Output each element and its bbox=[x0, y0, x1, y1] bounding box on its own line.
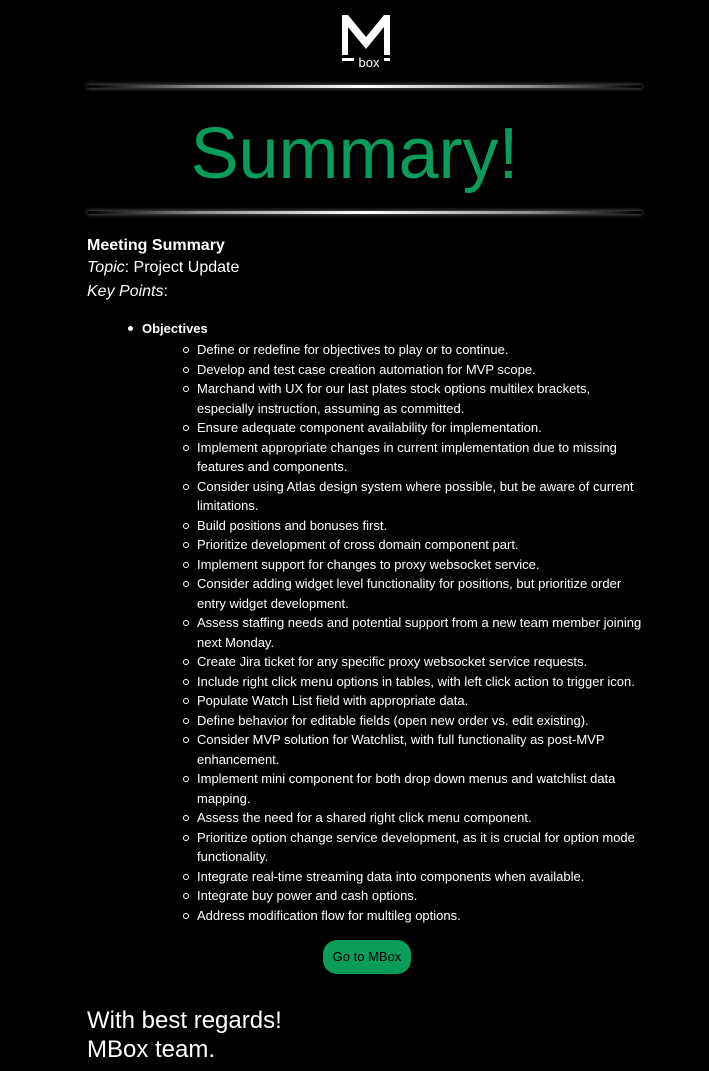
summary-title: Meeting Summary bbox=[87, 237, 225, 254]
list-item: Create Jira ticket for any specific proxy websocket service requests. bbox=[197, 652, 647, 672]
list-item: Implement mini component for both drop down menus and watchlist data mapping. bbox=[197, 769, 647, 808]
list-item: Consider MVP solution for Watchlist, with full functionality as post-MVP enhancement. bbox=[197, 730, 647, 769]
list-item: Prioritize option change service development, as it is crucial for option mode functionality. bbox=[197, 828, 647, 867]
topic-line bbox=[87, 256, 647, 280]
bottom-divider bbox=[87, 211, 642, 214]
topic-label: Topic bbox=[87, 259, 125, 276]
meeting-summary-header bbox=[87, 236, 647, 304]
go-to-mbox-button[interactable]: Go to MBox bbox=[323, 940, 411, 974]
list-item: Assess staffing needs and potential support from a new team member joining next Monday. bbox=[197, 613, 647, 652]
list-item: Develop and test case creation automation for MVP scope. bbox=[197, 360, 647, 380]
list-item: Define or redefine for objectives to play or to continue. bbox=[197, 340, 647, 360]
objectives-section bbox=[127, 320, 667, 923]
top-divider bbox=[87, 85, 642, 88]
list-item: Integrate buy power and cash options. bbox=[197, 886, 647, 906]
list-item: Implement appropriate changes in current implementation due to missing features and components. bbox=[197, 438, 647, 477]
signoff bbox=[87, 1006, 282, 1064]
list-item: Marchand with UX for our last plates stock options multilex brackets, especially instruction, assuming as committed. bbox=[197, 379, 647, 418]
list-item: Build positions and bonuses first. bbox=[197, 516, 647, 536]
mbox-logo bbox=[337, 15, 397, 69]
list-item: Include right click menu options in tables, with left click action to trigger icon. bbox=[197, 672, 647, 692]
list-item: Define behavior for editable fields (open new order vs. edit existing). bbox=[197, 711, 647, 731]
key-points-suffix: : bbox=[163, 283, 168, 300]
topic-value: : Project Update bbox=[124, 259, 240, 276]
key-points-line bbox=[87, 280, 647, 304]
list-item: Assess the need for a shared right click menu component. bbox=[197, 808, 647, 828]
list-item: Populate Watch List field with appropriate data. bbox=[197, 691, 647, 711]
objectives-list bbox=[197, 340, 647, 925]
list-item: Consider using Atlas design system where possible, but be aware of current limitations. bbox=[197, 477, 647, 516]
page-title: Summary! bbox=[190, 114, 519, 194]
list-item: Consider adding widget level functionality for positions, but prioritize order entry widget development. bbox=[197, 574, 647, 613]
key-points-label: Key Points bbox=[87, 283, 164, 300]
signoff-greeting: With best regards! bbox=[87, 1007, 282, 1034]
list-item: Address modification flow for multileg options. bbox=[197, 906, 647, 926]
list-item: Ensure adequate component availability for implementation. bbox=[197, 418, 647, 438]
list-item: Prioritize development of cross domain component part. bbox=[197, 535, 647, 555]
objectives-heading: Objectives bbox=[127, 320, 667, 338]
mbox-logo-icon bbox=[337, 15, 397, 69]
logo-subtext: box bbox=[358, 55, 380, 69]
list-item: Integrate real-time streaming data into components when available. bbox=[197, 867, 647, 887]
list-item: Implement support for changes to proxy websocket service. bbox=[197, 555, 647, 575]
signoff-team: MBox team. bbox=[87, 1036, 216, 1063]
